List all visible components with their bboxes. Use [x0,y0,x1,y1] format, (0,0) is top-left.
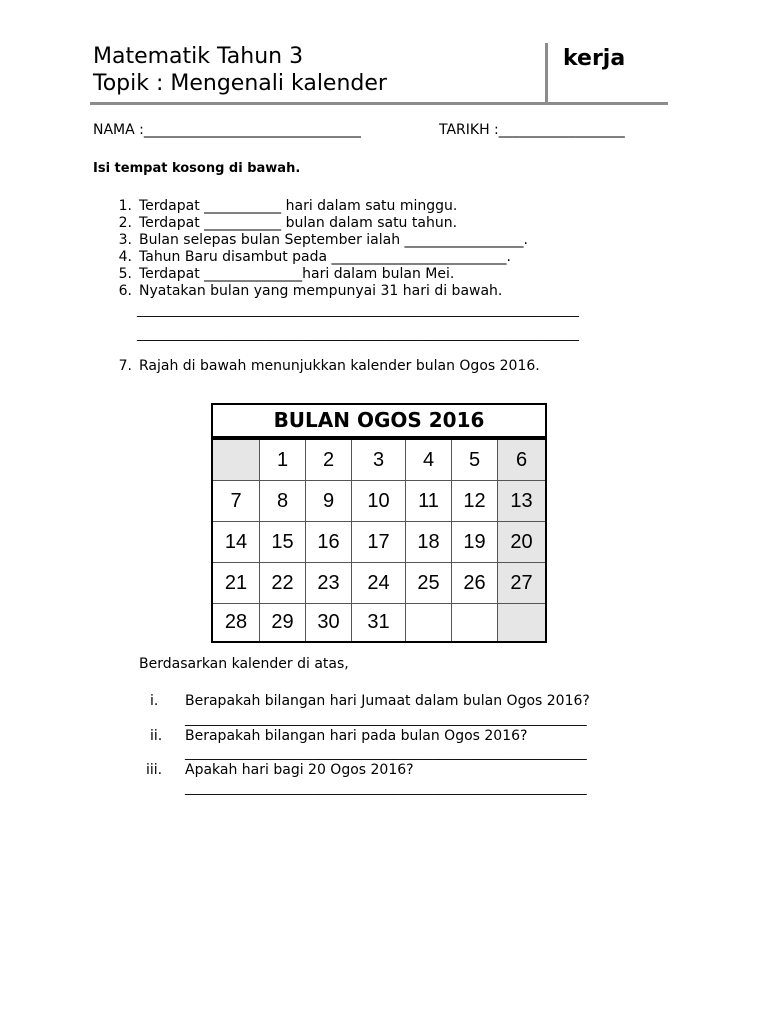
question-number: 7. [118,358,132,374]
question-text: Bulan selepas bulan September ialah _________________. [139,232,528,248]
question-number: 5. [118,266,132,282]
subquestion-text: Berapakah bilangan hari Jumaat dalam bulan Ogos 2016? [185,693,590,709]
question-text: Nyatakan bulan yang mempunyai 31 hari di bawah. [139,283,503,299]
header-right-label: kerja [563,46,626,71]
question-text: Terdapat ___________ bulan dalam satu tahun. [139,215,458,231]
question-text: Terdapat ______________hari dalam bulan Mei. [139,266,455,282]
calendar-day-cell [406,604,452,641]
calendar-day-cell [452,604,498,641]
calendar-day-cell: 8 [260,481,306,522]
calendar-day-cell: 1 [260,440,306,481]
calendar-day-cell [498,604,545,641]
calendar-day-cell: 30 [306,604,352,641]
header-divider-vertical [545,43,548,103]
calendar-day-cell: 6 [498,440,545,481]
calendar-day-cell: 29 [260,604,306,641]
calendar-day-cell: 23 [306,563,352,604]
calendar-day-cell: 28 [213,604,260,641]
calendar-day-cell: 15 [260,522,306,563]
subquestion-number: iii. [146,762,163,778]
question-text: Rajah di bawah menunjukkan kalender bulan Ogos 2016. [139,358,540,374]
subquestion-number: i. [150,693,159,709]
calendar-day-cell: 31 [352,604,406,641]
calendar-day-cell: 13 [498,481,545,522]
question-number: 2. [118,215,132,231]
question-number: 3. [118,232,132,248]
subquestion-text: Berapakah bilangan hari pada bulan Ogos 2016? [185,728,528,744]
calendar-day-cell: 18 [406,522,452,563]
question-number: 4. [118,249,132,265]
calendar-day-cell: 5 [452,440,498,481]
calendar-day-cell: 2 [306,440,352,481]
calendar-day-cell: 12 [452,481,498,522]
calendar-day-cell: 10 [352,481,406,522]
based-on-text: Berdasarkan kalender di atas, [139,656,349,672]
calendar-title: BULAN OGOS 2016 [273,408,485,432]
answer-line: ____________________________________________________________ [185,746,587,761]
worksheet-topic: Topik : Mengenali kalender [93,71,387,96]
question-number: 1. [118,198,132,214]
calendar-day-cell: 16 [306,522,352,563]
instruction: Isi tempat kosong di bawah. [93,161,301,176]
calendar-day-cell: 4 [406,440,452,481]
calendar-day-cell: 3 [352,440,406,481]
calendar-grid [213,440,545,641]
calendar-day-cell: 21 [213,563,260,604]
calendar-day-cell: 25 [406,563,452,604]
name-field: NAMA :_______________________________ [93,122,361,138]
calendar [211,403,547,643]
calendar-day-cell: 22 [260,563,306,604]
calendar-day-cell: 19 [452,522,498,563]
calendar-day-cell: 27 [498,563,545,604]
header-divider-horizontal [90,102,668,105]
calendar-day-cell: 9 [306,481,352,522]
calendar-day-cell: 20 [498,522,545,563]
calendar-day-cell: 17 [352,522,406,563]
calendar-day-cell: 11 [406,481,452,522]
answer-line: ____________________________________________________________ [185,781,587,796]
subquestion-text: Apakah hari bagi 20 Ogos 2016? [185,762,414,778]
date-field: TARIKH :__________________ [439,122,625,138]
answer-line: ____________________________________________________________ [185,712,587,727]
calendar-day-cell: 24 [352,563,406,604]
question-text: Tahun Baru disambut pada _________________________. [139,249,511,265]
calendar-day-cell: 14 [213,522,260,563]
calendar-day-cell [213,440,260,481]
calendar-day-cell: 7 [213,481,260,522]
subquestion-number: ii. [150,728,163,744]
calendar-day-cell: 26 [452,563,498,604]
question-number: 6. [118,283,132,299]
question-text: Terdapat ___________ hari dalam satu minggu. [139,198,458,214]
answer-line: __________________________________________________________________ [137,303,579,318]
answer-line: __________________________________________________________________ [137,327,579,342]
worksheet-title: Matematik Tahun 3 [93,44,304,69]
